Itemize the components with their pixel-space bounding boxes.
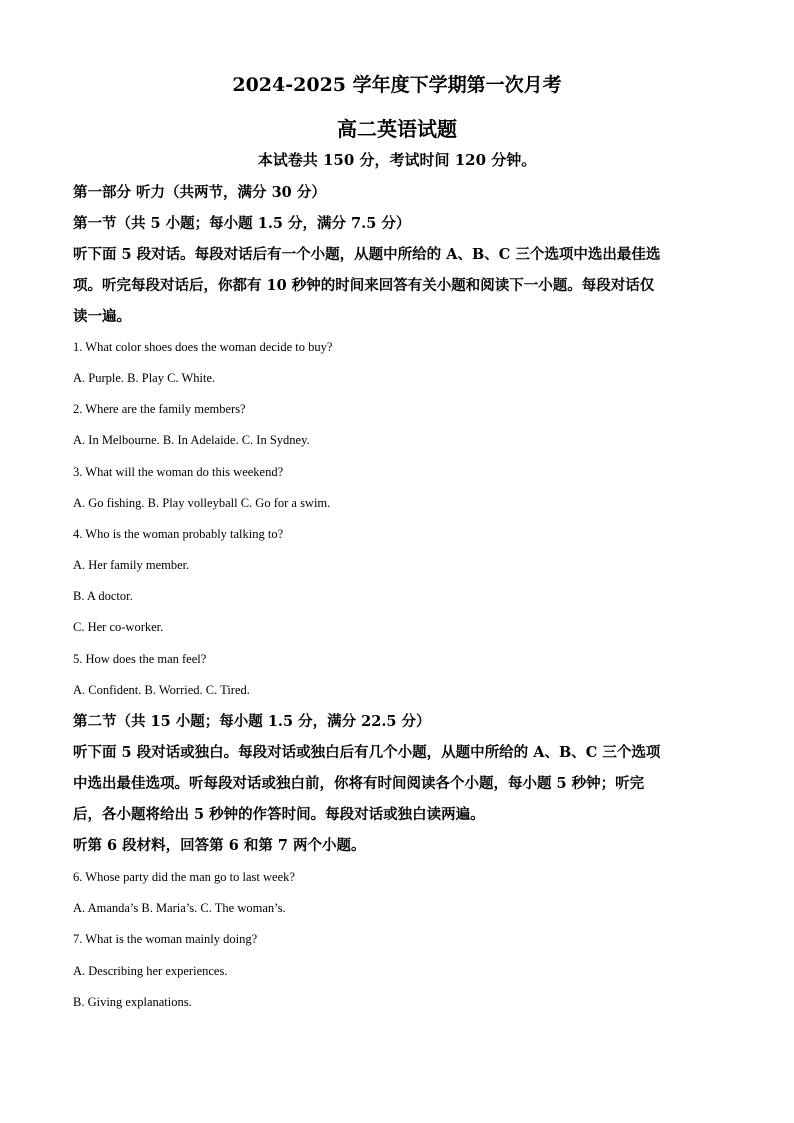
section1-heading: 第一节（共 5 小题；每小题 1.5 分，满分 7.5 分）: [73, 215, 411, 232]
question-option: B. A doctor.: [73, 589, 133, 603]
question-option: B. Giving explanations.: [73, 995, 192, 1009]
section1-instruction-line: 项。听完每段对话后，你都有 10 秒钟的时间来回答有关小题和阅读下一小题。每段对话仅: [73, 277, 655, 294]
section1-instruction-line: 读一遍。: [73, 308, 131, 325]
question-text: 2. Where are the family members?: [73, 402, 246, 416]
section2-instruction-line: 后，各小题将给出 5 秒钟的作答时间。每段对话或独白读两遍。: [73, 806, 485, 823]
part1-heading: 第一部分 听力（共两节，满分 30 分）: [73, 184, 326, 201]
exam-note: 本试卷共 150 分，考试时间 120 分钟。: [257, 151, 537, 169]
question-options: A. Go fishing. B. Play volleyball C. Go for a swim.: [73, 496, 331, 510]
section1-instruction-line: 听下面 5 段对话。每段对话后有一个小题，从题中所给的 A、B、C 三个选项中选出最佳选: [73, 246, 661, 263]
question-options: A. Purple. B. Play C. White.: [73, 371, 216, 385]
question-text: 5. How does the man feel?: [73, 652, 207, 666]
question-options: A. Amanda’s B. Maria’s. C. The woman’s.: [73, 901, 286, 915]
question-text: 3. What will the woman do this weekend?: [73, 465, 284, 479]
question-option: C. Her co-worker.: [73, 620, 164, 634]
question-text: 6. Whose party did the man go to last week?: [73, 870, 295, 884]
question-text: 7. What is the woman mainly doing?: [73, 932, 258, 946]
question-option: A. Describing her experiences.: [73, 964, 228, 978]
section2-heading: 第二节（共 15 小题；每小题 1.5 分，满分 22.5 分）: [73, 713, 431, 730]
question-option: A. Her family member.: [73, 558, 190, 572]
question-options: A. In Melbourne. B. In Adelaide. C. In Sydney.: [73, 433, 310, 447]
material-note: 听第 6 段材料，回答第 6 和第 7 两个小题。: [73, 837, 366, 854]
section2-instruction-line: 听下面 5 段对话或独白。每段对话或独白后有几个小题，从题中所给的 A、B、C 三个选项: [73, 744, 661, 761]
exam-subtitle: 高二英语试题: [337, 117, 457, 141]
question-text: 4. Who is the woman probably talking to?: [73, 527, 284, 541]
question-options: A. Confident. B. Worried. C. Tired.: [73, 683, 250, 697]
question-text: 1. What color shoes does the woman decide to buy?: [73, 340, 333, 354]
section2-instruction-line: 中选出最佳选项。听每段对话或独白前，你将有时间阅读各个小题，每小题 5 秒钟；听完: [73, 775, 645, 792]
exam-title: 2024-2025 学年度下学期第一次月考: [232, 74, 562, 96]
